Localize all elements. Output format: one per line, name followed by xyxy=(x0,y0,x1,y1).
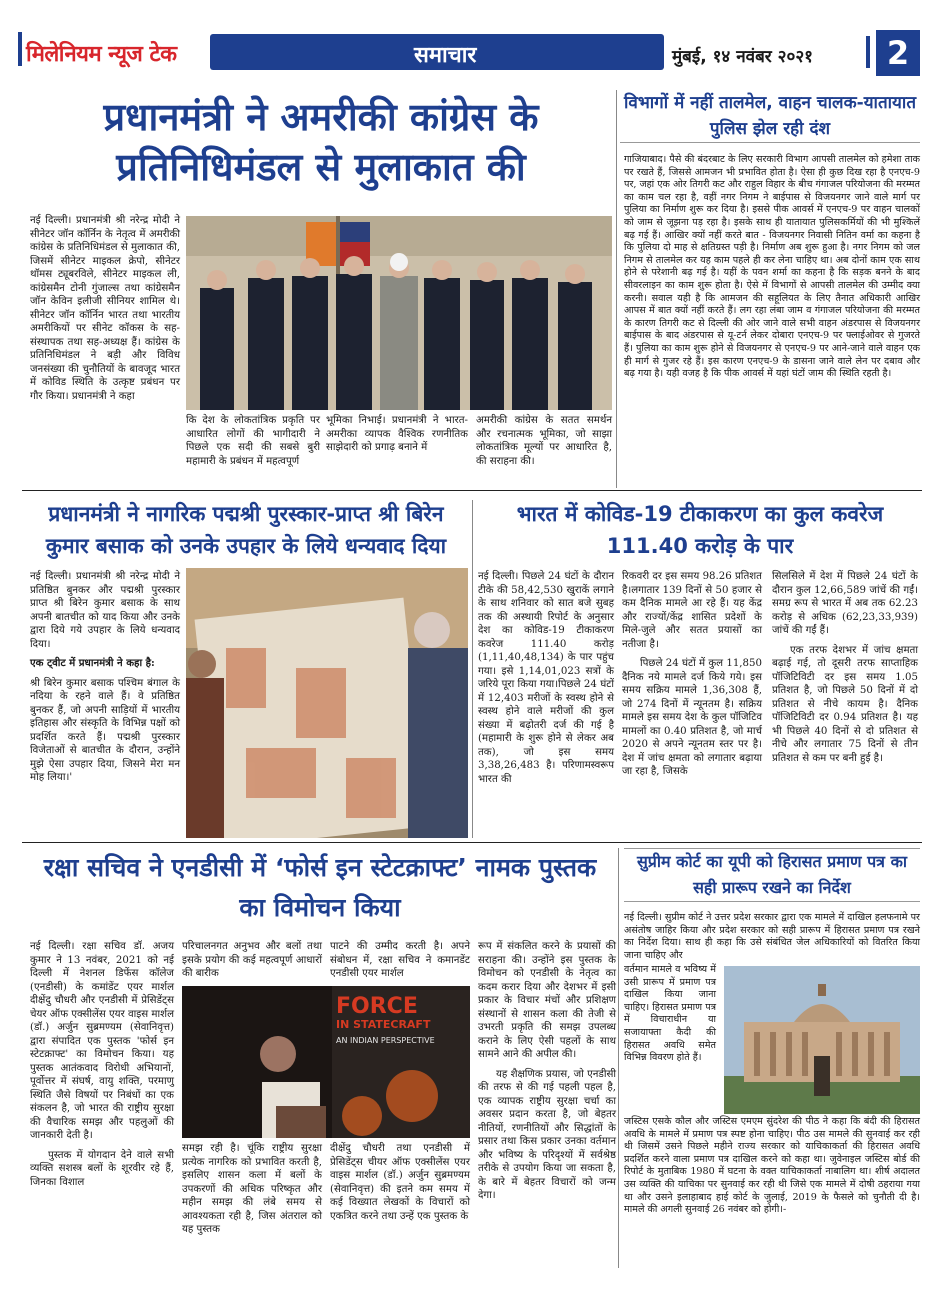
photo-book-release xyxy=(182,986,470,1138)
headline-biren-basak: प्रधानमंत्री ने नागरिक पद्मश्री पुरस्कार-प्राप्त श्री बिरेन कुमार बसाक को उनके उपहार के लिये धन्यवाद दिया xyxy=(45,502,447,558)
saree-photo-illustration xyxy=(186,568,468,838)
headline-traffic: विभागों में नहीं तालमेल, वाहन चालक-यातायात पुलिस झेल रही दंश xyxy=(620,90,920,143)
story4-col1: नई दिल्ली। पिछले 24 घंटों के दौरान टीके की 58,42,530 खुराकें लगाने के साथ शनिवार को सात बजे सुबह तक की अस्थायी रिपोर्ट के अनुसार देश का कोविड-19 टीकाकरण कवरेज 111.40 करोड़ (1,11,40,48,134) के पार पहुंच गया। इसे 1,14,01,023 सत्रों के जरिये पूरा किया गया।पिछले 24 घंटों में 12,403 मरीजों के स्वस्थ होने से स्वस्थ होने वाले मरीजों की कुल संख्या में बढ़ोतरी दर्ज की गई है (महामारी के शुरू होने से लेकर अब तक), जो इस समय 3,38,26,483 है। परिणामस्वरूप भारत की xyxy=(478,571,614,785)
photo-saree-gift xyxy=(186,568,468,838)
column-rule xyxy=(472,500,473,838)
story5-col3b: दीक्षेंदु चौधरी तथा एनडीसी में प्रेसिडेंट्स चीयर ऑफ एक्सीलेंस एयर वाइस मार्शल (डॉ.) अर्जुन सुब्रमण्यम (सेवानिवृत्त) की इतने कम समय में कई विख्यात लेखकों के विचारों को एकत्रित करने तथा उन्हें एक पुस्तक के xyxy=(330,1143,470,1222)
story5-col4b: यह शैक्षणिक प्रयास, जो एनडीसी की तरफ से की गई पहली पहल है, एक व्यापक राष्ट्रीय सुरक्षा चर्चा का अवसर प्रदान करता है, जो बेहतर नीतियों, रणनीतियों और सिद्धांतों के प्रसार तथा किस प्रकार उनका वर्तमान और भविष्य के परिदृश्यों में सर्वश्रेष्ठ तरीके से उपयोग किया जा सकता है, के बारे में बेहतर विचारों को जन्म देगा। xyxy=(478,1068,616,1201)
story5-col1a: नई दिल्ली। रक्षा सचिव डॉ. अजय कुमार ने 13 नवंबर, 2021 को नई दिल्ली में नेशनल डिफेंस कॉलेज (एनडीसी) के कमांडेंट एयर मार्शल दीक्षेंदु चौधरी और एनडीसी में प्रेसिडेंट्स चेयर ऑफ एक्सीलेंस एयर वाइस मार्शल (डॉ.) अर्जुन सुब्रमण्यम (सेवानिवृत्त) द्वारा संपादित एक पुस्तक 'फोर्स इन स्टेटक्राफ्ट' का विमोचन किया। यह पुस्तक आतंकवाद विरोधी अभियानों, पूर्वोत्तर में संघर्ष, वायु शक्ति, परमाणु स्थिति जैसे विषयों पर निबंधों का एक संकलन है, जो भारत की राष्ट्रीय सुरक्षा की वैचारिक समझ और पहलुओं की जानकारी देती है। xyxy=(30,941,174,1141)
story5-col2b: समझ रही है। चूंकि राष्ट्रीय सुरक्षा प्रत्येक नागरिक को प्रभावित करती है, इसलिए शासन कला में बलों के उपकरणों की अधिक परिष्कृत और महीन समझ की लंबे समय से आवश्यकता रही है, जिस अंतराल को यह पुस्तक xyxy=(182,1143,322,1235)
story5-col3a: पाटने की उम्मीद करती है। अपने संबोधन में, रक्षा सचिव ने कमानडेंट एनडीसी एयर मार्शल xyxy=(330,941,470,979)
section-banner xyxy=(210,34,664,70)
story6-p3: जस्टिस एसके कौल और जस्टिस एमएम सुंदरेश की पीठ ने कहा कि बंदी की हिरासत अवधि के मामले में प्रमाण पत्र स्पष्ट होना चाहिए। पीठ उस मामले की सुनवाई कर रही थी जिसमें उसने पिछले महीने राज्य सरकार को याचिकाकर्ता की हिरासत अवधि प्रदर्शित करने वाला प्रमाण पत्र दाखिल करने को कहा था। जुवेनाइल जस्टिस बोर्ड की रिपोर्ट के मुताबिक 1980 में घटना के वक्त याचिकाकर्ता नाबालिग था। शीर्ष अदालत उस व्यक्ति की याचिका पर सुनवाई कर रही थी जिसे एक मामले में दोषी ठहराया गया था और उसने इलाहाबाद हाई कोर्ट के जुलाई, 2019 के फैसले को चुनौती दी है। मामले की अगली सुनवाई 26 नवंबर को होगी।- xyxy=(624,1116,920,1216)
story1-col2: कि देश के लोकतांत्रिक प्रकृति पर आधारित लोगों की भागीदारी ने पिछले एक सदी की सबसे बुरी महामारी के प्रबंधन में महत्वपूर्ण xyxy=(186,415,320,467)
story4-col3b: एक तरफ देशभर में जांच क्षमता बढ़ाई गई, तो दूसरी तरफ साप्ताहिक पॉजिटिविटी दर इस समय 1.05 प्रतिशत है, जो पिछले 50 दिनों में दो प्रतिशत से नीचे कायम है। दैनिक पॉजिटिविटी दर 0.94 प्रतिशत है। यह भी पिछले 40 दिनों से दो प्रतिशत से नीचे और लगातार 75 दिनों से तीन प्रतिशत से कम पर बनी हुई है। xyxy=(772,644,918,764)
photo-supreme-court xyxy=(724,966,920,1114)
story4-col3 xyxy=(772,570,918,765)
divider xyxy=(22,842,922,843)
delegation-photo-illustration xyxy=(186,216,612,410)
story3-p3: श्री बिरेन कुमार बसाक पश्चिम बंगाल के नदिया के रहने वाले हैं। वे प्रतिष्ठित बुनकर हैं, जो अपनी साड़ियों में भारतीय इतिहास और संस्कृति के विभिन्न पक्षों को प्रदर्शित करते हैं। पद्मश्री पुरस्कार विजेताओं से बातचीत के दौरान, उन्होंने मुझे ऐसा उपहार दिया, जिसने मेरा मन मोह लिया।' xyxy=(30,677,180,783)
photo-pm-delegation xyxy=(186,216,612,410)
story6-p2: वर्तमान मामले व भविष्य में उसी प्रारूप में प्रमाण पत्र दाखिल किया जाना चाहिए। हिरासत प्रमाण पत्र में विचाराधीन या सजायाफ्ता कैदी की हिरासत अवधि समेत विभिन्न विवरण होते हैं। xyxy=(624,964,716,1064)
dateline: मुंबई, १४ नवंबर २०२१ xyxy=(672,47,814,67)
story1-col4: अमरीकी कांग्रेस के सतत समर्थन और रचनात्मक भूमिका, जो साझा लोकतांत्रिक मूल्यों पर आधारित है, की सराहना की। xyxy=(476,415,612,467)
page-number: 2 xyxy=(876,30,920,76)
headline-supreme-court: सुप्रीम कोर्ट का यूपी को हिरासत प्रमाण पत्र का सही प्रारूप रखने का निर्देश xyxy=(624,848,920,902)
story1-col3: भूमिका निभाई। प्रधानमंत्री ने भारत-अमरीका व्यापक वैश्विक रणनीतिक साझेदारी को प्रगाढ़ बनाने में xyxy=(326,415,468,453)
story3-text xyxy=(30,570,180,785)
book-release-photo-illustration xyxy=(182,986,470,1138)
column-rule xyxy=(618,848,619,1268)
story5-col2a: परिचालनगत अनुभव और बलों तथा इसके प्रयोग की कई महत्वपूर्ण आधारों की बारीक xyxy=(182,941,322,979)
divider xyxy=(22,490,922,491)
page-header xyxy=(26,30,925,82)
story5-col4a: रूप में संकलित करने के प्रयासों की सराहना की। उन्होंने इस पुस्तक के विमोचन को एनडीसी के नेतृत्व का कदम करार दिया और देशभर में इसी प्रकार के विचार मंचों और प्रशिक्षण संस्थानों से शासन कला की तेजी से उभरती प्रकृति की समझ उपलब्ध कराने के लिए ऐसी पहलों के साथ सामने आने की अपील की। xyxy=(478,941,616,1060)
headline-covid-vaccination: भारत में कोविड-19 टीकाकरण का कुल कवरेज 111.40 करोड़ के पार xyxy=(516,502,884,558)
book-subtitle: AN INDIAN PERSPECTIVE xyxy=(336,1036,435,1045)
masthead: मिलेनियम न्यूज टेक xyxy=(26,38,176,68)
supreme-court-illustration xyxy=(724,966,920,1114)
story4-col2a: रिकवरी दर इस समय 98.26 प्रतिशत है।लगातार 139 दिनों से 50 हजार से कम दैनिक मामले आ रहे हैं। यह केंद्र और राज्यों/केंद्र शासित प्रदेशों के मिले-जुले और सतत प्रयासों का नतीजा है। xyxy=(622,571,762,650)
story4-col3a: सिलसिले में देश में पिछले 24 घंटों के दौरान कुल 12,66,589 जांचें की गईं। समग्र रूप से भारत में अब तक 62.23 करोड़ से अधिक (62,23,33,939) जांचें की गईं हैं। xyxy=(772,571,918,636)
book-title: FORCE xyxy=(336,994,418,1019)
story3-p1: नई दिल्ली। प्रधानमंत्री श्री नरेन्द्र मोदी ने प्रतिष्ठित बुनकर और पद्मश्री पुरस्कार प्राप्त श्री बिरेन कुमार बसाक के साथ अपनी बातचीत को याद किया और उनके द्वारा दिये गये उपहार के लिये धन्यवाद दिया। xyxy=(30,571,180,650)
section-label: समाचार xyxy=(414,43,477,68)
story4-col2 xyxy=(622,570,762,779)
headline-pm-us-congress: प्रधानमंत्री ने अमरीकी कांग्रेस के प्रतिनिधिमंडल से मुलाकात की xyxy=(103,95,539,189)
story5-col4 xyxy=(478,940,616,1203)
story5-col1 xyxy=(30,940,174,1189)
story1-col1: नई दिल्ली। प्रधानमंत्री श्री नरेन्द्र मोदी ने सीनेटर जॉन कॉर्निन के नेतृत्व में अमरीकी कांग्रेस के प्रतिनिधिमंडल से मुलाकात की, जिसमें सीनेटर माइकल क्रेपो, सीनेटर थॉमस ट्यूबरविले, सीनेटर माइकल ली, कांग्रेसमैन टोनी गुंजाल्स तथा कांग्रेसमैन जॉन केविन इलीजी सीनियर शामिल थे। सीनेटर जॉन कॉर्निन भारत तथा भारतीय अमरीकियों पर सीनेट कॉकस के सह-संस्थापक तथा सह-अध्यक्ष हैं। कांग्रेस के प्रतिनिधिमंडल ने बड़ी और विविध जनसंख्या की चुनौतियों के बावजूद भारत में कोविड स्थिति के उत्कृष्ट प्रबंधन पर गौर किया। प्रधानमंत्री ने कहा xyxy=(30,215,180,402)
story3-p2: एक ट्वीट में प्रधानमंत्री ने कहा है: xyxy=(30,657,155,669)
headline-force-statecraft: रक्षा सचिव ने एनडीसी में ‘फोर्स इन स्टेटक्राफ्ट’ नामक पुस्तक का विमोचन किया xyxy=(43,853,597,922)
story5-col1b: पुस्तक में योगदान देने वाले सभी व्यक्ति सशस्त्र बलों के शूरवीर रहे हैं, जिनका विशाल xyxy=(30,1149,174,1188)
column-rule xyxy=(616,90,617,488)
story6-p1: नई दिल्ली। सुप्रीम कोर्ट ने उत्तर प्रदेश सरकार द्वारा एक मामले में दाखिल हलफनामे पर असंतोष जाहिर किया और प्रदेश सरकार को सही प्रारूप में हिरासत प्रमाण पत्र रखने का निर्देश दिया। साथ ही कहा कि उसे संबंधित जेल अधिकारियों को वितरित किया जाना चाहिए और xyxy=(624,912,920,961)
story4-col2b: पिछले 24 घंटों में कुल 11,850 दैनिक नये मामले दर्ज किये गये। इस समय सक्रिय मामले 1,36,308 हैं, जो 274 दिनों में न्यूनतम है। सक्रिय मामले इस समय देश के कुल पॉजिटिव मामलों का 0.40 प्रतिशत है, जो मार्च 2020 से अपने न्यूनतम स्तर पर है। देश में जांच क्षमता को लगातार बढ़ाया जा रहा है, जिसके xyxy=(622,658,762,777)
book-title-2: IN STATECRAFT xyxy=(336,1018,431,1031)
story2-body: गाजियाबाद। पैसे की बंदरबाट के लिए सरकारी विभाग आपसी तालमेल को हमेशा ताक पर रखते हैं, जिससे आमजन भी प्रभावित होता है। ऐसा ही कुछ दिख रहा है एनएच-9 पर, जहां एक ओर तिगरी कट और राहुल विहार के बीच गंगाजल परियोजना की मरम्मत का काम चल रहा है, वहीं नगर निगम ने बाईपास से विजयनगर जाने वाले मार्ग पर पुलिया का निर्माण शुरू कर दिया है। इससे पीक आवर्स में एनएच-9 पर वाहन चालकों को जाम से जूझना पड़ रहा है। इसके साथ ही यातायात पुलिसकर्मियों की भी मुश्किलें बढ़ गई हैं। आखिर क्यों नहीं करते बात - विजयनगर निवासी नितिन वर्मा का कहना है कि पुलिया दो माह से क्षतिग्रस्त पड़ी है। निर्माण अब शुरू हुआ है। नगर निगम को जल निगम से तालमेल कर यह काम पहले ही कर लेना चाहिए था। अब दोनों काम एक साथ होने से परेशानी बढ़ गई है। यहीं के पवन शर्मा का कहना है कि सड़क बनने के बाद सीवरलाइन का काम शुरू होता है। ऐसे में विभागों से आपसी तालमेल की उम्मीद क्या करनी। सवाल यही है कि आमजन की सहूलियत के लिए तैनात अधिकारी आखिर आपस में बात क्यों नहीं करते हैं। लग रहा लंबा जाम व गंगाजल परियोजना की मरम्मत के कारण तिगरी कट से दिल्ली की ओर जाने वाले सभी वाहन अंडरपास से विजयनगर बाईपास के बाद अंडरपास से यू-टर्न लेकर दोबारा एनएच-9 पर फ्लाईओवर से गुजरते हैं। पुलिया का काम शुरू होने से विजयनगर से एनएच-9 पर आने-जाने वाले वाहन एक ही मार्ग से गुजर रहे हैं। इस कारण एनएच-9 के डासना जाने वाले लेन पर दबाव और बढ़ गया है। यही वजह है कि पीक आवर्स में यहां घंटों जाम की स्थिति रहती है। xyxy=(624,154,921,380)
